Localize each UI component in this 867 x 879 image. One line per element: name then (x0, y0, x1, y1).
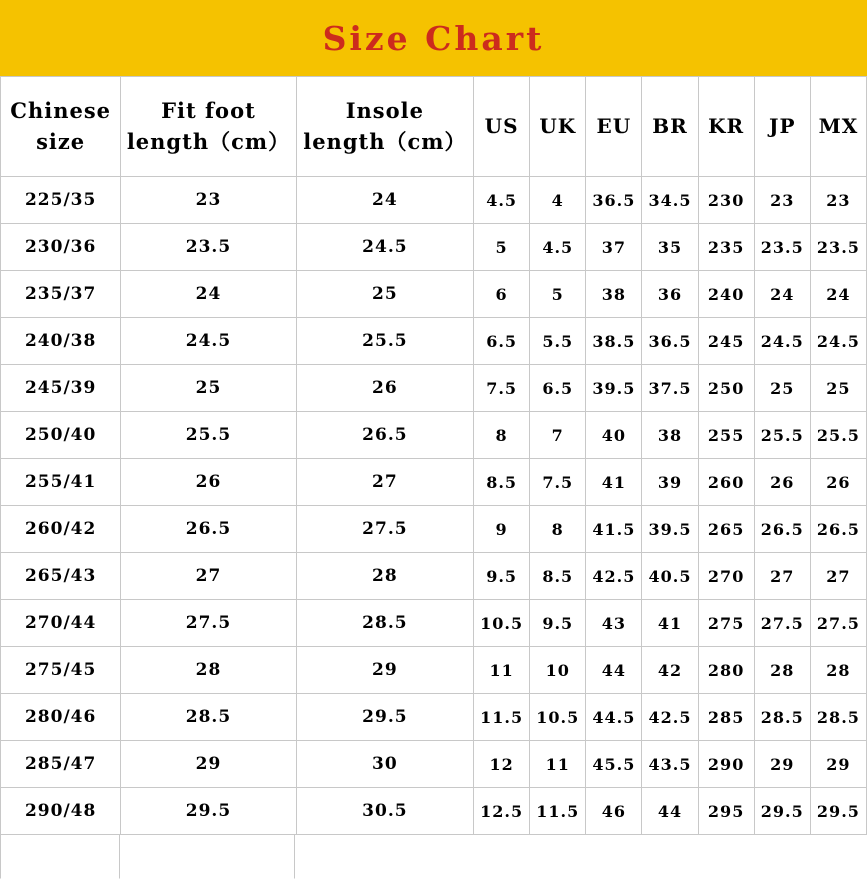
cell-mx: 25.5 (810, 412, 866, 459)
cell-mx: 24 (810, 271, 866, 318)
cell-insole-length: 24 (296, 177, 473, 224)
cell-br: 35 (642, 224, 698, 271)
column-header-uk: UK (530, 77, 586, 177)
cell-chinese-size: 290/48 (1, 788, 121, 835)
cell-uk: 5.5 (530, 318, 586, 365)
cell-uk: 8 (530, 506, 586, 553)
cell-br: 42 (642, 647, 698, 694)
column-header-line: size (36, 128, 86, 154)
cell-chinese-size: 265/43 (1, 553, 121, 600)
cell-kr: 235 (698, 224, 754, 271)
cell-fit-foot-length: 23 (121, 177, 296, 224)
cell-br: 39.5 (642, 506, 698, 553)
cell-mx: 23 (810, 177, 866, 224)
cell-fit-foot-length: 28.5 (121, 694, 296, 741)
cell-uk: 11.5 (530, 788, 586, 835)
column-header-line: Fit foot (161, 98, 256, 124)
cell-insole-length: 29 (296, 647, 473, 694)
cell-mx: 29.5 (810, 788, 866, 835)
cell-us: 12.5 (474, 788, 530, 835)
cell-kr: 280 (698, 647, 754, 694)
cell-jp: 28 (754, 647, 810, 694)
cell-jp: 25 (754, 365, 810, 412)
cell-us: 10.5 (474, 600, 530, 647)
cell-mx: 24.5 (810, 318, 866, 365)
cell-kr: 290 (698, 741, 754, 788)
table-row (1, 412, 867, 459)
cell-chinese-size: 260/42 (1, 506, 121, 553)
column-header-line: Insole (345, 98, 424, 124)
cell-mx: 23.5 (810, 224, 866, 271)
size-chart-table (0, 76, 867, 835)
cell-kr: 240 (698, 271, 754, 318)
table-row (1, 177, 867, 224)
cell-mx: 27.5 (810, 600, 866, 647)
table-row (1, 788, 867, 835)
cell-uk: 4.5 (530, 224, 586, 271)
cell-jp: 27 (754, 553, 810, 600)
cell-eu: 37 (586, 224, 642, 271)
cell-insole-length: 29.5 (296, 694, 473, 741)
cell-insole-length: 28 (296, 553, 473, 600)
cell-chinese-size: 250/40 (1, 412, 121, 459)
cell-chinese-size: 230/36 (1, 224, 121, 271)
cell-jp: 27.5 (754, 600, 810, 647)
footer-segment (120, 835, 295, 879)
cell-jp: 24.5 (754, 318, 810, 365)
cell-chinese-size: 280/46 (1, 694, 121, 741)
cell-fit-foot-length: 24.5 (121, 318, 296, 365)
column-header-chinese-size (1, 77, 121, 177)
cell-kr: 275 (698, 600, 754, 647)
cell-fit-foot-length: 25 (121, 365, 296, 412)
cell-insole-length: 25 (296, 271, 473, 318)
cell-us: 7.5 (474, 365, 530, 412)
cell-us: 6.5 (474, 318, 530, 365)
cell-br: 39 (642, 459, 698, 506)
cell-us: 8.5 (474, 459, 530, 506)
cell-insole-length: 26.5 (296, 412, 473, 459)
cell-uk: 5 (530, 271, 586, 318)
cell-uk: 7 (530, 412, 586, 459)
column-header-line: length（cm） (126, 128, 291, 154)
cell-fit-foot-length: 29.5 (121, 788, 296, 835)
cell-chinese-size: 255/41 (1, 459, 121, 506)
cell-us: 5 (474, 224, 530, 271)
cell-kr: 245 (698, 318, 754, 365)
column-header-mx: MX (810, 77, 866, 177)
cell-fit-foot-length: 24 (121, 271, 296, 318)
cell-br: 40.5 (642, 553, 698, 600)
cell-insole-length: 24.5 (296, 224, 473, 271)
cell-us: 4.5 (474, 177, 530, 224)
cell-us: 9 (474, 506, 530, 553)
cell-uk: 10.5 (530, 694, 586, 741)
cell-insole-length: 27 (296, 459, 473, 506)
cell-chinese-size: 270/44 (1, 600, 121, 647)
cell-us: 12 (474, 741, 530, 788)
cell-chinese-size: 235/37 (1, 271, 121, 318)
table-row (1, 271, 867, 318)
cell-fit-foot-length: 26.5 (121, 506, 296, 553)
cell-kr: 285 (698, 694, 754, 741)
cell-br: 38 (642, 412, 698, 459)
cell-eu: 40 (586, 412, 642, 459)
table-body (1, 177, 867, 835)
cell-chinese-size: 225/35 (1, 177, 121, 224)
column-header-br: BR (642, 77, 698, 177)
column-header-kr: KR (698, 77, 754, 177)
cell-br: 43.5 (642, 741, 698, 788)
cell-us: 6 (474, 271, 530, 318)
cell-br: 34.5 (642, 177, 698, 224)
cell-chinese-size: 275/45 (1, 647, 121, 694)
cell-fit-foot-length: 23.5 (121, 224, 296, 271)
cell-insole-length: 25.5 (296, 318, 473, 365)
cell-eu: 44.5 (586, 694, 642, 741)
title-bar (0, 0, 867, 76)
cell-kr: 295 (698, 788, 754, 835)
cell-insole-length: 26 (296, 365, 473, 412)
cell-br: 41 (642, 600, 698, 647)
cell-fit-foot-length: 26 (121, 459, 296, 506)
cell-fit-foot-length: 27 (121, 553, 296, 600)
cell-mx: 27 (810, 553, 866, 600)
cell-jp: 24 (754, 271, 810, 318)
cell-fit-foot-length: 29 (121, 741, 296, 788)
footer-segment (0, 835, 120, 879)
cell-br: 36 (642, 271, 698, 318)
table-row (1, 224, 867, 271)
cell-us: 9.5 (474, 553, 530, 600)
cell-br: 44 (642, 788, 698, 835)
cell-jp: 29 (754, 741, 810, 788)
cell-br: 42.5 (642, 694, 698, 741)
cell-eu: 38.5 (586, 318, 642, 365)
cell-mx: 28 (810, 647, 866, 694)
table-row (1, 365, 867, 412)
cell-kr: 270 (698, 553, 754, 600)
table-row (1, 553, 867, 600)
cell-jp: 28.5 (754, 694, 810, 741)
table-footer-spacer (0, 835, 867, 879)
table-row (1, 506, 867, 553)
cell-mx: 26.5 (810, 506, 866, 553)
cell-br: 37.5 (642, 365, 698, 412)
table-row (1, 318, 867, 365)
column-header-line: length（cm） (303, 128, 467, 154)
cell-eu: 36.5 (586, 177, 642, 224)
cell-insole-length: 30 (296, 741, 473, 788)
table-row (1, 600, 867, 647)
cell-mx: 29 (810, 741, 866, 788)
cell-uk: 10 (530, 647, 586, 694)
cell-kr: 265 (698, 506, 754, 553)
cell-fit-foot-length: 25.5 (121, 412, 296, 459)
cell-uk: 4 (530, 177, 586, 224)
cell-jp: 23 (754, 177, 810, 224)
cell-kr: 255 (698, 412, 754, 459)
cell-kr: 230 (698, 177, 754, 224)
column-header-insole-length (296, 77, 473, 177)
cell-us: 8 (474, 412, 530, 459)
table-row (1, 459, 867, 506)
column-header-eu: EU (586, 77, 642, 177)
cell-uk: 11 (530, 741, 586, 788)
cell-eu: 38 (586, 271, 642, 318)
footer-segment (295, 835, 867, 879)
table-header-row (1, 77, 867, 177)
cell-eu: 41.5 (586, 506, 642, 553)
cell-eu: 42.5 (586, 553, 642, 600)
table-row (1, 741, 867, 788)
cell-eu: 41 (586, 459, 642, 506)
cell-uk: 8.5 (530, 553, 586, 600)
cell-fit-foot-length: 28 (121, 647, 296, 694)
cell-eu: 39.5 (586, 365, 642, 412)
cell-kr: 260 (698, 459, 754, 506)
cell-br: 36.5 (642, 318, 698, 365)
column-header-jp: JP (754, 77, 810, 177)
page-title: Size Chart (322, 18, 545, 58)
column-header-line: Chinese (10, 98, 112, 124)
cell-jp: 26.5 (754, 506, 810, 553)
cell-chinese-size: 240/38 (1, 318, 121, 365)
column-header-fit-foot-length (121, 77, 296, 177)
cell-uk: 7.5 (530, 459, 586, 506)
cell-insole-length: 30.5 (296, 788, 473, 835)
cell-chinese-size: 245/39 (1, 365, 121, 412)
cell-us: 11.5 (474, 694, 530, 741)
cell-insole-length: 28.5 (296, 600, 473, 647)
cell-fit-foot-length: 27.5 (121, 600, 296, 647)
cell-eu: 45.5 (586, 741, 642, 788)
cell-eu: 46 (586, 788, 642, 835)
cell-mx: 26 (810, 459, 866, 506)
cell-mx: 25 (810, 365, 866, 412)
cell-mx: 28.5 (810, 694, 866, 741)
cell-eu: 43 (586, 600, 642, 647)
cell-chinese-size: 285/47 (1, 741, 121, 788)
cell-jp: 25.5 (754, 412, 810, 459)
cell-jp: 29.5 (754, 788, 810, 835)
column-header-us: US (474, 77, 530, 177)
cell-us: 11 (474, 647, 530, 694)
cell-kr: 250 (698, 365, 754, 412)
cell-jp: 23.5 (754, 224, 810, 271)
cell-jp: 26 (754, 459, 810, 506)
cell-uk: 9.5 (530, 600, 586, 647)
table-row (1, 694, 867, 741)
cell-uk: 6.5 (530, 365, 586, 412)
cell-eu: 44 (586, 647, 642, 694)
table-row (1, 647, 867, 694)
cell-insole-length: 27.5 (296, 506, 473, 553)
